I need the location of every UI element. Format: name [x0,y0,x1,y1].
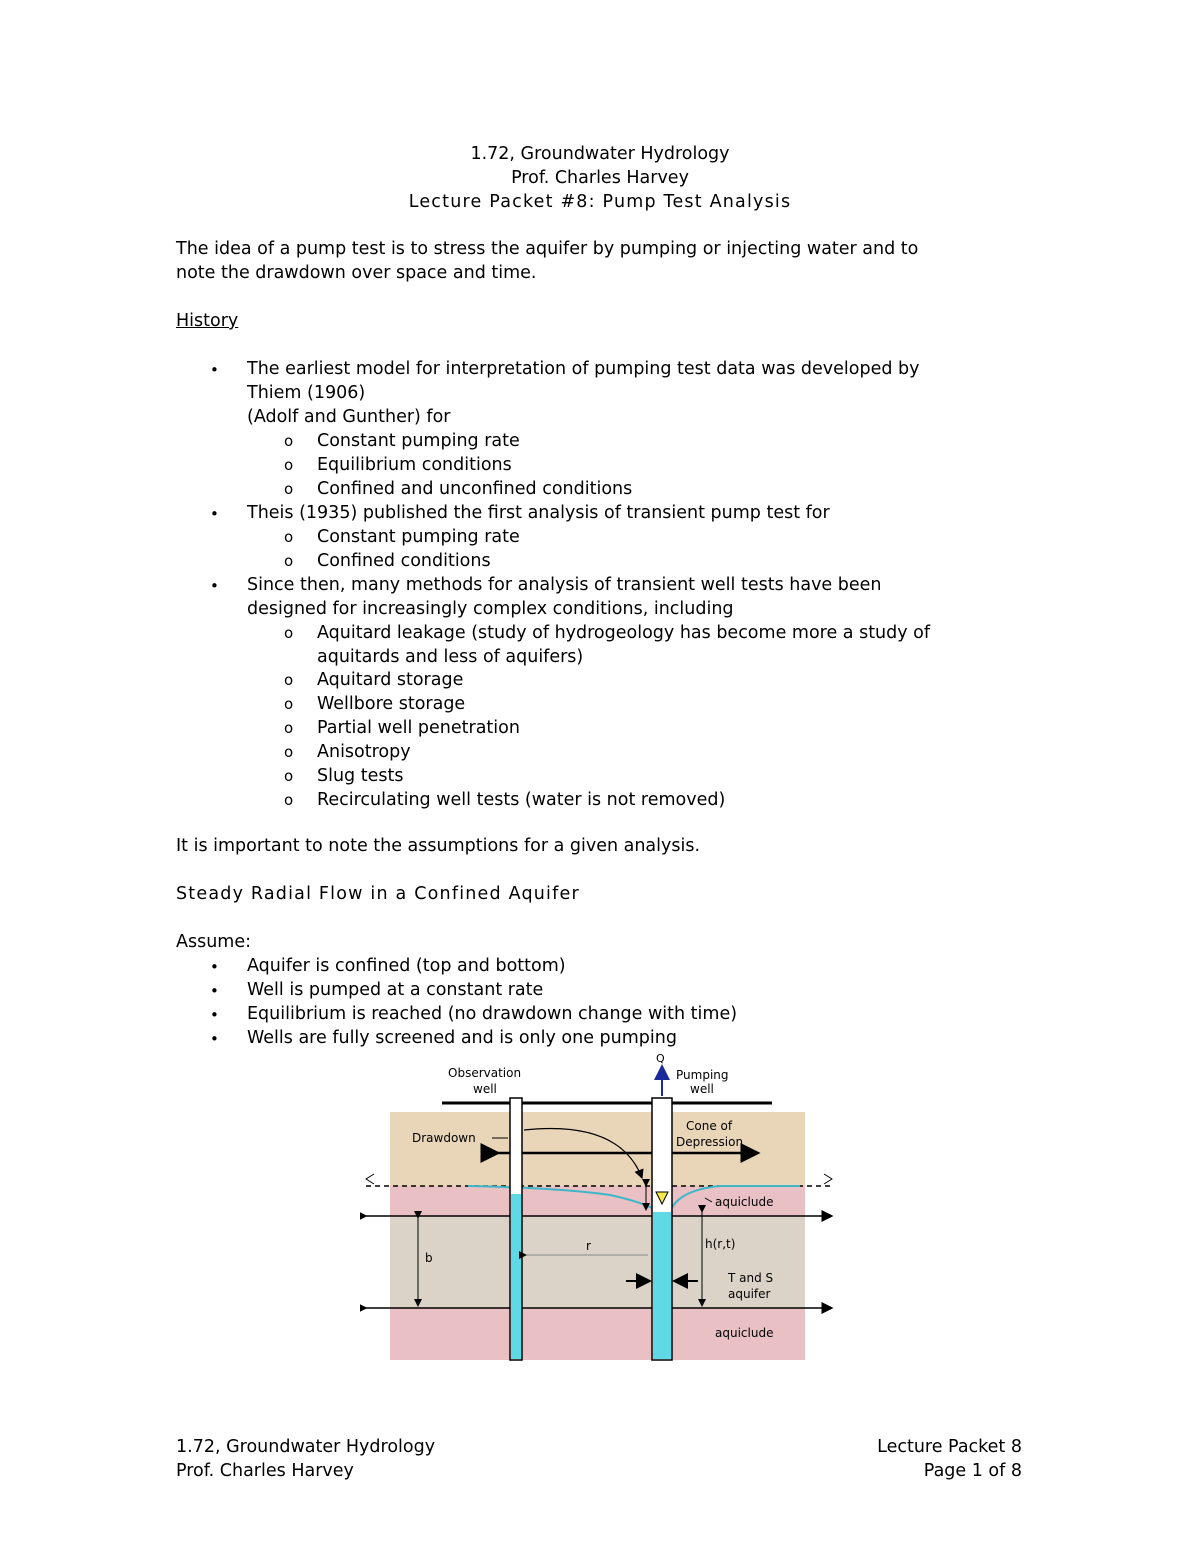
assumption-item: Wells are fully screened and is only one pumping [247,1028,677,1048]
bullet-marker: • [210,505,219,523]
footer-page-number: Page 1 of 8 [923,1461,1022,1481]
aquifer-label-1: T and S [728,1271,774,1285]
list-item: Constant pumping rate [317,431,520,451]
assume-label: Assume: [176,932,252,952]
observation-well-label-2: well [473,1082,497,1096]
soil-layer [390,1112,805,1186]
list-item: Partial well penetration [317,718,520,738]
bullet-marker: • [210,361,219,379]
footer-course: 1.72, Groundwater Hydrology [176,1437,436,1457]
professor-name: Prof. Charles Harvey [511,168,689,188]
aquifer-label-2: aquifer [728,1287,771,1301]
list-item-continued: aquitards and less of aquifers) [317,647,584,667]
history-bullet-1-line-2: Thiem (1906) [247,383,366,403]
left-end-arrow [366,1174,374,1184]
list-item: Confined and unconfined conditions [317,479,633,499]
drawdown-label: Drawdown [412,1131,476,1145]
sub-marker: o [284,695,294,713]
list-item: Wellbore storage [317,694,466,714]
list-item: Aquitard leakage (study of hydrogeology has become more a study of [317,623,931,643]
history-bullet-1-line-3: (Adolf and Gunther) for [247,407,451,427]
pump-test-diagram [360,1050,840,1365]
assumption-item: Aquifer is confined (top and bottom) [247,956,566,976]
footer-professor: Prof. Charles Harvey [176,1461,354,1481]
r-label: r [586,1239,591,1253]
bullet-marker: • [210,1030,219,1048]
list-item: Recirculating well tests (water is not removed) [317,790,726,810]
intro-line-1: The idea of a pump test is to stress the aquifer by pumping or injecting water and to [176,239,919,259]
bullet-marker: • [210,577,219,595]
sub-marker: o [284,743,294,761]
sub-marker: o [284,528,294,546]
section-title: Steady Radial Flow in a Confined Aquifer [176,884,580,904]
observation-well-water [511,1194,521,1359]
list-item: Equilibrium conditions [317,455,512,475]
right-end-arrow [824,1174,832,1184]
list-item: Confined conditions [317,551,491,571]
sub-marker: o [284,432,294,450]
history-bullet-2: Theis (1935) published the first analysis of transient pump test for [247,503,830,523]
history-heading: History [176,311,239,331]
footer-packet: Lecture Packet 8 [877,1437,1022,1457]
b-label: b [425,1251,433,1265]
h-label: h(r,t) [705,1237,736,1251]
intro-line-2: note the drawdown over space and time. [176,263,537,283]
assumption-item: Well is pumped at a constant rate [247,980,544,1000]
history-bullet-3-line-2: designed for increasingly complex conditions, including [247,599,734,619]
list-item: Anisotropy [317,742,411,762]
aquiclude-bottom-label: aquiclude [715,1326,774,1340]
sub-marker: o [284,480,294,498]
bullet-marker: • [210,1006,219,1024]
assumptions-note: It is important to note the assumptions for a given analysis. [176,836,701,856]
history-bullet-1-line-1: The earliest model for interpretation of pumping test data was developed by [247,359,920,379]
course-title: 1.72, Groundwater Hydrology [470,144,730,164]
sub-marker: o [284,791,294,809]
bullet-marker: • [210,958,219,976]
list-item: Slug tests [317,766,404,786]
pumping-well-label-1: Pumping [676,1068,729,1082]
list-item: Constant pumping rate [317,527,520,547]
cone-label-2: Depression [676,1135,744,1149]
assumption-item: Equilibrium is reached (no drawdown change with time) [247,1004,738,1024]
sub-marker: o [284,552,294,570]
sub-marker: o [284,671,294,689]
bullet-marker: • [210,982,219,1000]
pumping-well-water [653,1212,671,1359]
q-label: Q [656,1052,665,1065]
packet-title: Lecture Packet #8: Pump Test Analysis [408,192,792,212]
pumping-well-label-2: well [690,1082,714,1096]
aquiclude-top-label: aquiclude [715,1195,774,1209]
observation-well-label-1: Observation [448,1066,522,1080]
sub-marker: o [284,719,294,737]
sub-marker: o [284,456,294,474]
sub-marker: o [284,767,294,785]
list-item: Aquitard storage [317,670,464,690]
history-bullet-3-line-1: Since then, many methods for analysis of transient well tests have been [247,575,882,595]
sub-marker: o [284,624,294,642]
cone-label-1: Cone of [686,1119,733,1133]
